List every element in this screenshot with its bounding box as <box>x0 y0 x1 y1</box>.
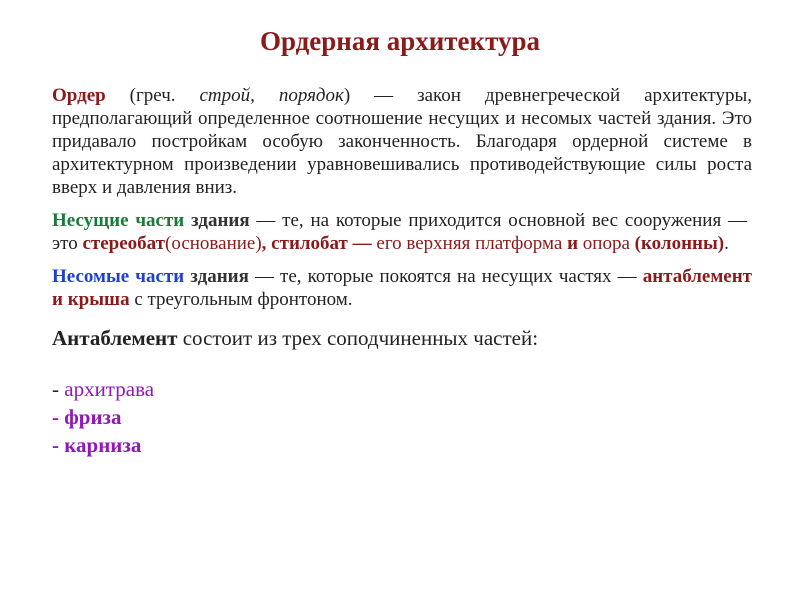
carried-text-2: с треугольным фронтоном. <box>129 289 353 310</box>
entablature-text: состоит из трех соподчиненных частей: <box>177 326 539 350</box>
term-bearing-parts: Несущие части <box>52 210 185 231</box>
bearing-parts-paragraph <box>52 209 747 255</box>
slide-title: Ордерная архитектура <box>259 26 541 56</box>
bearing-building-word: здания <box>184 210 250 231</box>
entablature-paragraph <box>52 325 752 351</box>
entablature-parts-list <box>52 375 752 459</box>
term-stylobate: , стилобат — <box>261 233 377 254</box>
order-greek-meaning: строй, порядок <box>199 85 344 106</box>
list-item-frieze <box>52 403 752 431</box>
order-text-2: ) — закон древнегреческой архитектуры, предполагающий определенное соотношение несущих и несомых частей здания. Это придавало постройкам особую законченность. Благодаря ордерной системе в архитектурном произведении уравновешивались противодействующие силы роста вверх и давления вниз. <box>52 85 752 198</box>
carried-parts-paragraph <box>52 265 752 311</box>
list-item-cornice <box>52 431 752 459</box>
term-carried-parts: Несомые части <box>52 266 185 287</box>
carried-text-1: — те, которые покоятся на несущих частях — <box>248 266 643 287</box>
stereobate-note: (основание) <box>165 233 262 254</box>
slide-content <box>52 84 752 459</box>
frieze-label: фриза <box>64 405 122 429</box>
term-stereobate: стереобат <box>82 233 166 254</box>
term-entablature: Антаблемент <box>52 326 178 350</box>
stylobate-note: его верхняя платформа <box>376 233 563 254</box>
bearing-and-word: и <box>562 233 583 254</box>
bearing-text-1: — те, на которые приходится основной вес сооружения — это <box>52 210 747 254</box>
architrave-label: архитрава <box>64 377 155 401</box>
list-dash: - <box>52 433 65 457</box>
order-text-1: (греч. <box>105 85 200 106</box>
list-dash: - <box>52 405 65 429</box>
list-item-architrave <box>52 375 752 403</box>
list-dash: - <box>52 377 65 401</box>
term-columns: (колонны) <box>629 233 725 254</box>
order-definition-paragraph <box>52 84 752 199</box>
cornice-label: карниза <box>64 433 142 457</box>
term-order: Ордер <box>52 85 106 106</box>
support-word: опора <box>582 233 630 254</box>
bearing-text-2: . <box>724 233 729 254</box>
term-entablature-roof: антаблемент и крыша <box>52 266 752 310</box>
carried-building-word: здания <box>184 266 249 287</box>
